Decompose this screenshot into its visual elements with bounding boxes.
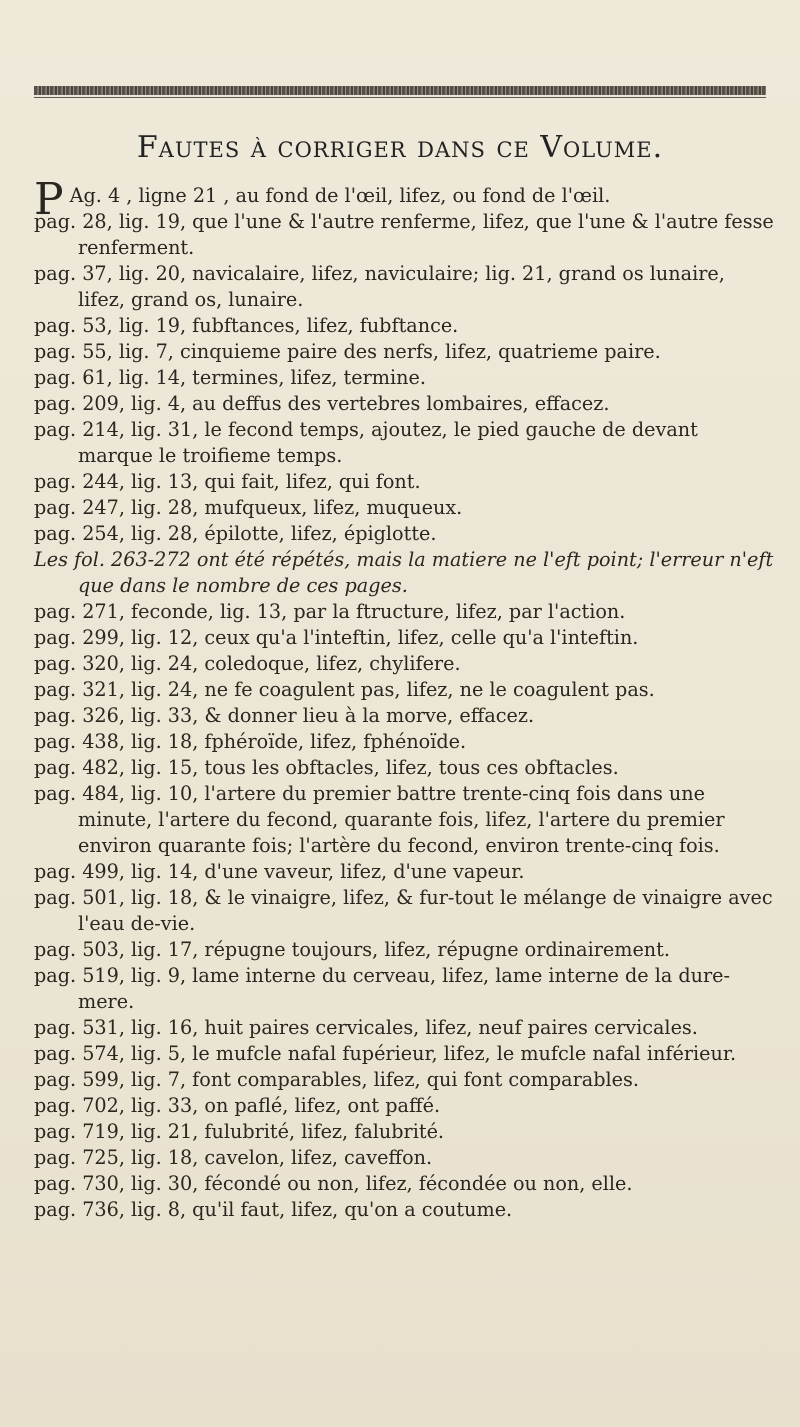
errata-text: pag. 438, lig. 18, fphéroïde, lifez, fphénoïde. bbox=[34, 730, 467, 753]
errata-entry bbox=[34, 729, 774, 755]
errata-entry bbox=[34, 677, 774, 703]
drop-cap: P bbox=[34, 174, 64, 225]
errata-entry bbox=[34, 1197, 774, 1223]
errata-entry bbox=[34, 174, 774, 225]
errata-entry bbox=[34, 1145, 774, 1171]
errata-text: pag. 28, lig. 19, que l'une & l'autre renferme, lifez, que l'une & l'autre fesse renferment. bbox=[34, 210, 774, 259]
errata-entry bbox=[34, 339, 774, 365]
errata-entry bbox=[34, 781, 774, 859]
errata-entry bbox=[34, 417, 774, 469]
errata-text: pag. 299, lig. 12, ceux qu'a l'inteftin, lifez, celle qu'a l'inteftin. bbox=[34, 626, 639, 649]
errata-entry bbox=[34, 313, 774, 339]
errata-entry bbox=[34, 209, 774, 261]
errata-text: Les fol. 263-272 ont été répétés, mais la matiere ne l'eft point; l'erreur n'eft que dans le nombre de ces pages. bbox=[34, 548, 774, 597]
errata-text: pag. 725, lig. 18, cavelon, lifez, caveffon. bbox=[34, 1146, 433, 1169]
errata-text: pag. 37, lig. 20, navicalaire, lifez, naviculaire; lig. 21, grand os lunaire, lifez, grand os, lunaire. bbox=[34, 262, 725, 311]
errata-text: Ag. 4 , ligne 21 , au fond de l'œil, lifez, ou fond de l'œil. bbox=[69, 184, 611, 207]
errata-list bbox=[34, 174, 774, 1223]
errata-text: pag. 503, lig. 17, répugne toujours, lifez, répugne ordinairement. bbox=[34, 938, 670, 961]
errata-text: pag. 482, lig. 15, tous les obftacles, lifez, tous ces obftacles. bbox=[34, 756, 619, 779]
errata-entry bbox=[34, 859, 774, 885]
errata-entry bbox=[34, 625, 774, 651]
errata-entry bbox=[34, 469, 774, 495]
errata-text: pag. 55, lig. 7, cinquieme paire des nerfs, lifez, quatrieme paire. bbox=[34, 340, 661, 363]
errata-entry bbox=[34, 963, 774, 1015]
errata-entry bbox=[34, 391, 774, 417]
errata-entry bbox=[34, 1067, 774, 1093]
errata-text: pag. 719, lig. 21, fulubrité, lifez, falubrité. bbox=[34, 1120, 445, 1143]
errata-text: pag. 320, lig. 24, coledoque, lifez, chylifere. bbox=[34, 652, 461, 675]
errata-text: pag. 501, lig. 18, & le vinaigre, lifez, & fur-tout le mélange de vinaigre avec l'eau de-vie. bbox=[34, 886, 773, 935]
errata-entry bbox=[34, 599, 774, 625]
errata-text: pag. 271, feconde, lig. 13, par la ftructure, lifez, par l'action. bbox=[34, 600, 626, 623]
errata-entry bbox=[34, 495, 774, 521]
errata-text: pag. 702, lig. 33, on paflé, lifez, ont paffé. bbox=[34, 1094, 441, 1117]
errata-text: pag. 736, lig. 8, qu'il faut, lifez, qu'on a coutume. bbox=[34, 1198, 513, 1221]
errata-text: pag. 254, lig. 28, épilotte, lifez, épiglotte. bbox=[34, 522, 437, 545]
errata-text: pag. 247, lig. 28, mufqueux, lifez, muqueux. bbox=[34, 496, 463, 519]
errata-entry bbox=[34, 937, 774, 963]
page-title: Fautes à corriger dans ce Volume. bbox=[136, 130, 664, 165]
errata-text: pag. 599, lig. 7, font comparables, lifez, qui font comparables. bbox=[34, 1068, 639, 1091]
errata-text: pag. 730, lig. 30, fécondé ou non, lifez, fécondée ou non, elle. bbox=[34, 1172, 633, 1195]
errata-note bbox=[34, 547, 774, 599]
errata-text: pag. 484, lig. 10, l'artere du premier battre trente-cinq fois dans une minute, l'artere du fecond, quarante fois, lifez, l'artere du premier environ quarante fois; l'artère du fecond, environ trente-cinq fois. bbox=[34, 782, 725, 857]
errata-entry bbox=[34, 1171, 774, 1197]
errata-entry bbox=[34, 1041, 774, 1067]
errata-entry bbox=[34, 261, 774, 313]
errata-entry bbox=[34, 651, 774, 677]
errata-entry bbox=[34, 365, 774, 391]
errata-text: pag. 214, lig. 31, le fecond temps, ajoutez, le pied gauche de devant marque le troifieme temps. bbox=[34, 418, 698, 467]
header-ornament bbox=[34, 86, 766, 95]
errata-text: pag. 574, lig. 5, le mufcle nafal fupérieur, lifez, le mufcle nafal inférieur. bbox=[34, 1042, 737, 1065]
header-rule bbox=[34, 97, 766, 98]
errata-text: pag. 499, lig. 14, d'une vaveur, lifez, d'une vapeur. bbox=[34, 860, 525, 883]
errata-entry bbox=[34, 755, 774, 781]
errata-text: pag. 244, lig. 13, qui fait, lifez, qui font. bbox=[34, 470, 421, 493]
errata-text: pag. 61, lig. 14, termines, lifez, termine. bbox=[34, 366, 426, 389]
errata-entry bbox=[34, 1119, 774, 1145]
errata-text: pag. 531, lig. 16, huit paires cervicales, lifez, neuf paires cervicales. bbox=[34, 1016, 698, 1039]
errata-entry bbox=[34, 703, 774, 729]
errata-text: pag. 53, lig. 19, fubftances, lifez, fubftance. bbox=[34, 314, 459, 337]
errata-text: pag. 326, lig. 33, & donner lieu à la morve, effacez. bbox=[34, 704, 535, 727]
errata-entry bbox=[34, 1093, 774, 1119]
errata-text: pag. 209, lig. 4, au deffus des vertebres lombaires, effacez. bbox=[34, 392, 610, 415]
errata-entry bbox=[34, 885, 774, 937]
errata-entry bbox=[34, 521, 774, 547]
errata-text: pag. 519, lig. 9, lame interne du cerveau, lifez, lame interne de la dure-mere. bbox=[34, 964, 731, 1013]
errata-entry bbox=[34, 1015, 774, 1041]
errata-text: pag. 321, lig. 24, ne fe coagulent pas, lifez, ne le coagulent pas. bbox=[34, 678, 655, 701]
